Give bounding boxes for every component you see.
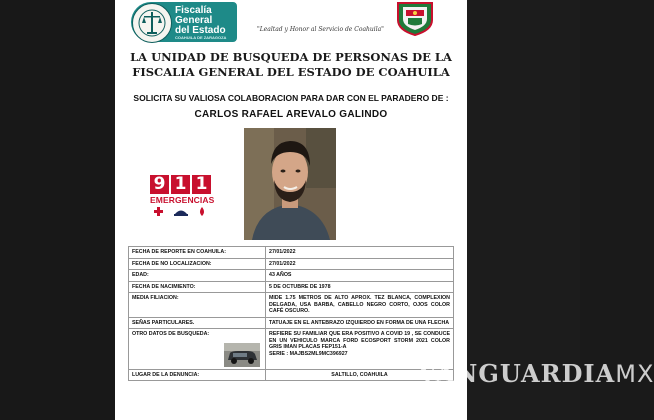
motto-text: "Lealtad y Honor al Servicio de Coahuila" <box>257 26 384 33</box>
fiscalia-logo <box>131 2 237 42</box>
table-row <box>129 369 454 381</box>
request-line: SOLICITA SU VALIOSA COLABORACION PARA DAR CON EL PARADERO DE : <box>133 93 449 103</box>
logo-subtitle: COAHUILA DE ZARAGOZA <box>175 35 227 40</box>
medical-cross-icon <box>154 207 163 216</box>
row-label: FECHA DE NO LOCALIZACION: <box>129 258 266 270</box>
table-row <box>129 293 454 318</box>
emergencias-label: EMERGENCIAS <box>150 195 215 205</box>
left-background <box>0 0 115 420</box>
vehicle-serial: SERIE : MAJBS2ML9MC396927 <box>269 350 348 357</box>
table-row <box>129 329 454 370</box>
vehicle-photo <box>224 343 260 367</box>
digit-9: 9 <box>150 175 169 194</box>
row-value: TATUAJE EN EL ANTEBRAZO IZQUIERDO EN FORMA DE UNA FLECHA <box>266 317 454 329</box>
row-value: MIDE 1.75 METROS DE ALTO APROX. TEZ BLANCA, COMPLEXION DELGADA, USA BARBA, CABELLO NEGRO CORTO, OJOS COLOR CAFÉ OSCURO. <box>266 293 454 318</box>
row-value: SALTILLO, COAHUILA <box>266 369 454 381</box>
right-background <box>467 0 580 420</box>
justice-emblem-icon <box>132 3 172 43</box>
row-value-text: REFIERE SU FAMILIAR QUE ERA POSITIVO A COVID 19 , SE CONDUCE EN UN VEHICULO MARCA FORD ECOSPORT STORM 2021 COLOR GRIS IMAN PLACAS FEP151-A <box>269 331 450 350</box>
row-label <box>129 329 266 370</box>
missing-person-flyer <box>115 0 467 420</box>
table-row <box>129 281 454 293</box>
fire-icon <box>200 207 204 216</box>
table-row <box>129 317 454 329</box>
row-value: 27/01/2022 <box>266 258 454 270</box>
digit-1b: 1 <box>192 175 211 194</box>
table-row <box>129 247 454 259</box>
row-label: MEDIA FILIACION: <box>129 293 266 318</box>
row-label: EDAD: <box>129 270 266 282</box>
page-title: LA UNIDAD DE BUSQUEDA DE PERSONAS DE LA FISCALIA GENERAL DEL ESTADO DE COAHUILA <box>130 50 452 79</box>
police-cap-icon <box>174 211 188 217</box>
person-data-table <box>128 246 454 381</box>
row-value: 5 DE OCTUBRE DE 1978 <box>266 281 454 293</box>
person-photo <box>244 128 336 240</box>
missing-person-name: CARLOS RAFAEL AREVALO GALINDO <box>194 109 388 120</box>
row-label: LUGAR DE LA DENUNCIA: <box>129 369 266 381</box>
row-value: 43 AÑOS <box>266 270 454 282</box>
table-row <box>129 258 454 270</box>
row-label: FECHA DE NACIMIENTO: <box>129 281 266 293</box>
row-label: FECHA DE REPORTE EN COAHUILA: <box>129 247 266 259</box>
coahuila-shield-icon <box>394 0 436 36</box>
row-value: 27/01/2022 <box>266 247 454 259</box>
emergency-911-logo <box>150 174 215 221</box>
vanguardia-watermark: VANGUARDIAMX <box>418 359 654 388</box>
table-row <box>129 270 454 282</box>
digit-1: 1 <box>171 175 190 194</box>
row-label-text: OTRO DATOS DE BUSQUEDA: <box>132 331 210 337</box>
logo-title: Fiscalía General del Estado <box>175 5 226 36</box>
row-label: SEÑAS PARTICULARES. <box>129 317 266 329</box>
